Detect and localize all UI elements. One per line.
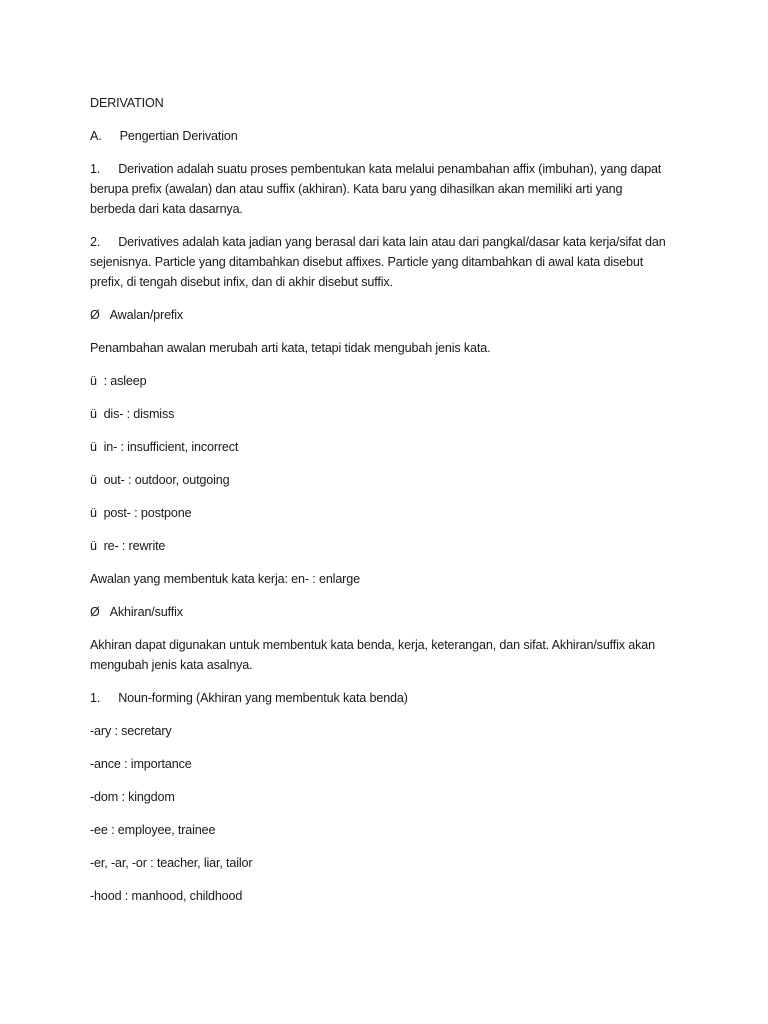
item-text: dis- : dismiss [103,407,175,421]
heading-text: Noun-forming (Akhiran yang membentuk kata benda) [118,691,408,705]
noun-item: -ance : importance [90,757,192,771]
prefix-heading [90,305,690,325]
list-marker: 1. [90,691,101,705]
noun-item: -hood : manhood, childhood [90,889,243,903]
bullet-icon: Ø [90,605,100,619]
noun-item: -ary : secretary [90,724,172,738]
prefix-item [90,536,690,556]
prefix-description: Penambahan awalan merubah arti kata, tetapi tidak mengubah jenis kata. [90,341,491,355]
line: Derivatives adalah kata jadian yang berasal dari kata lain atau dari pangkal/dasar kata kerja/sifat dan [118,235,666,249]
prefix-item [90,371,690,391]
heading-text: Akhiran/suffix [109,605,183,619]
section-text: Pengertian Derivation [119,129,238,143]
bullet-icon: Ø [90,308,100,322]
check-bullet-icon: ü [90,539,97,553]
check-bullet-icon: ü [90,473,97,487]
item-text: in- : insufficient, incorrect [103,440,239,454]
line: prefix, di tengah disebut infix, dan di akhir disebut suffix. [90,275,393,289]
line: berbeda dari kata dasarnya. [90,202,243,216]
line: mengubah jenis kata asalnya. [90,658,253,672]
document-title: DERIVATION [90,96,164,110]
item-text: re- : rewrite [103,539,166,553]
noun-item: -ee : employee, trainee [90,823,216,837]
section-a-heading [90,126,690,146]
heading-text: Awalan/prefix [109,308,184,322]
line: berupa prefix (awalan) dan atau suffix (akhiran). Kata baru yang dihasilkan akan memiliki arti yang [90,182,623,196]
document-page [90,93,690,919]
suffix-description [90,635,690,675]
line: sejenisnya. Particle yang ditambahkan disebut affixes. Particle yang ditambahkan di awal kata disebut [90,255,644,269]
list-marker: 2. [90,235,101,249]
noun-forming-heading [90,688,690,708]
item-text: post- : postpone [103,506,192,520]
section-marker: A. [90,129,102,143]
check-bullet-icon: ü [90,407,97,421]
prefix-item [90,503,690,523]
item-text: out- : outdoor, outgoing [103,473,230,487]
prefix-item [90,437,690,457]
check-bullet-icon: ü [90,374,97,388]
prefix-item [90,404,690,424]
check-bullet-icon: ü [90,440,97,454]
noun-item: -dom : kingdom [90,790,175,804]
item-text: : asleep [103,374,147,388]
noun-item: -er, -ar, -or : teacher, liar, tailor [90,856,253,870]
prefix-item [90,470,690,490]
suffix-heading [90,602,690,622]
line: Akhiran dapat digunakan untuk membentuk kata benda, kerja, keterangan, dan sifat. Akhiran/suffix akan [90,638,656,652]
list-marker: 1. [90,162,101,176]
verb-prefix: Awalan yang membentuk kata kerja: en- : enlarge [90,572,360,586]
check-bullet-icon: ü [90,506,97,520]
line: Derivation adalah suatu proses pembentukan kata melalui penambahan affix (imbuhan), yang dapat [118,162,662,176]
point-2 [90,232,690,292]
point-1 [90,159,690,219]
